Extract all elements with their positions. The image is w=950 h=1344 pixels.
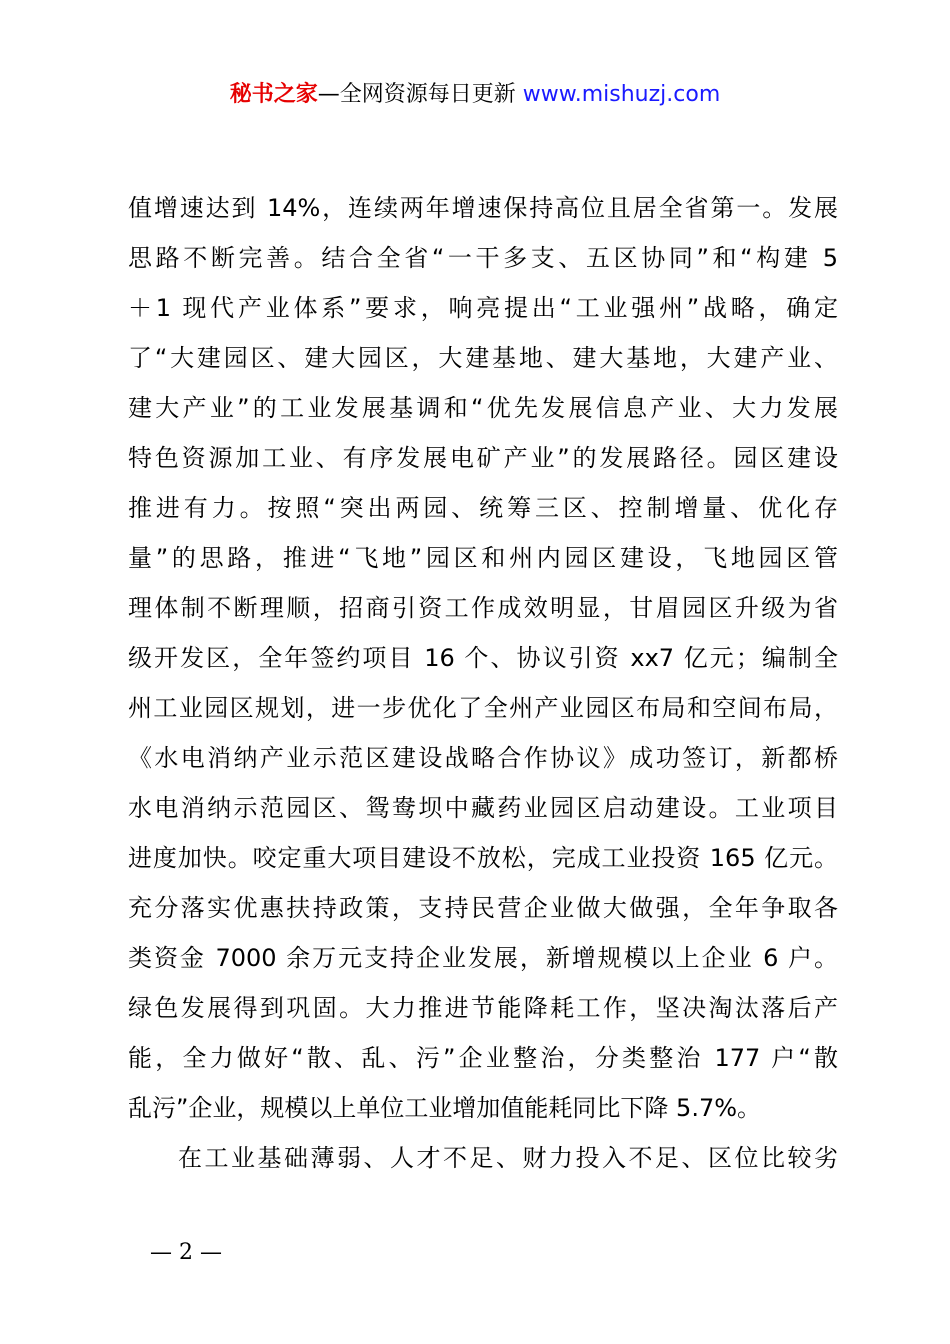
body-text — [128, 183, 838, 1183]
text-line: 特色资源加工业、有序发展电矿产业”的发展路径。园区建设 — [128, 444, 838, 472]
text-line: 推进有力。按照“突出两园、统筹三区、控制增量、优化存 — [128, 494, 838, 522]
text-line: 水电消纳示范园区、鸳鸯坝中藏药业园区启动建设。工业项目 — [128, 794, 838, 822]
paragraph-2 — [128, 1133, 838, 1183]
text-line: 《水电消纳产业示范区建设战略合作协议》成功签订，新都桥 — [128, 744, 838, 772]
header-brand: 秘书之家 — [229, 82, 318, 107]
text-line: 建大产业”的工业发展基调和“优先发展信息产业、大力发展 — [128, 394, 838, 422]
text-line: 充分落实优惠扶持政策，支持民营企业做大做强，全年争取各 — [128, 894, 838, 922]
text-line: 级开发区，全年签约项目 16 个、协议引资 xx7 亿元；编制全 — [128, 644, 838, 672]
header-url-link[interactable]: www.mishuzj.com — [522, 82, 721, 107]
text-line: 了“大建园区、建大园区，大建基地、建大基地，大建产业、 — [128, 344, 838, 372]
text-line: ＋1 现代产业体系”要求，响亮提出“工业强州”战略，确定 — [128, 294, 838, 322]
text-line: 进度加快。咬定重大项目建设不放松，完成工业投资 165 亿元。 — [128, 844, 838, 872]
text-line: 值增速达到 14%，连续两年增速保持高位且居全省第一。发展 — [128, 194, 838, 222]
header-tagline: —全网资源每日更新 — [317, 82, 523, 107]
text-line: 类资金 7000 余万元支持企业发展，新增规模以上企业 6 户。 — [128, 944, 838, 972]
text-line: 量”的思路，推进“飞地”园区和州内园区建设，飞地园区管 — [128, 544, 838, 572]
paragraph-1 — [128, 183, 838, 1133]
text-line: 乱污”企业，规模以上单位工业增加值能耗同比下降 5.7%。 — [128, 1094, 762, 1122]
text-line: 在工业基础薄弱、人才不足、财力投入不足、区位比较劣 — [178, 1144, 838, 1172]
page-number: — 2 — — [150, 1240, 222, 1265]
text-line: 绿色发展得到巩固。大力推进节能降耗工作，坚决淘汰落后产 — [128, 994, 838, 1022]
text-line: 州工业园区规划，进一步优化了全州产业园区布局和空间布局， — [128, 694, 838, 722]
text-line: 能，全力做好“散、乱、污”企业整治，分类整治 177 户“散 — [128, 1044, 838, 1072]
text-line: 理体制不断理顺，招商引资工作成效明显，甘眉园区升级为省 — [128, 594, 838, 622]
text-line: 思路不断完善。结合全省“一干多支、五区协同”和“构建 5 — [128, 244, 838, 272]
page-header — [0, 80, 950, 110]
